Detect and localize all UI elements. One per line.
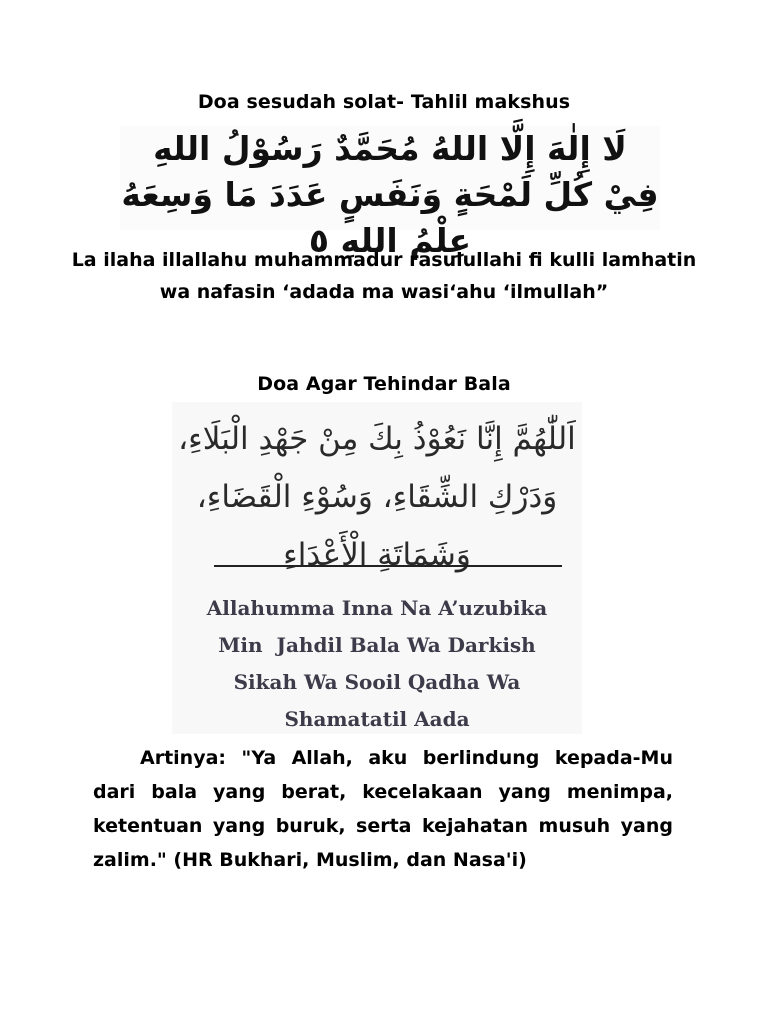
arabic-line: وَشَمَاتَةِ الْأَعْدَاءِ	[283, 537, 471, 573]
latin-line: Allahumma Inna Na A’uzubika	[206, 596, 548, 620]
arabic-line: فِيْ كُلِّ لَمْحَةٍ وَنَفَسٍ عَدَدَ مَا وَسِعَهُ عِلْمُ اللهِ ٥	[121, 175, 659, 260]
doa-bala-image	[172, 402, 582, 734]
transliteration-tahlil: La ilaha illallahu muhammadur rasulullahi fi kulli lamhatin wa nafasin ‘adada ma wasi‘ahu ‘ilmullah”	[71, 249, 697, 303]
latin-doa-bala	[172, 590, 582, 738]
arabic-line: وَدَرْكِ الشِّقَاءِ، وَسُوْءِ الْقَضَاءِ،	[196, 479, 558, 515]
latin-line: Shamatatil Aada	[284, 707, 470, 731]
arabic-line: لَا إِلٰهَ إِلَّا اللهُ مُحَمَّدٌ رَسُوْلُ اللهِ	[153, 129, 627, 168]
section-title-doa-tehindar-bala: Doa Agar Tehindar Bala	[257, 373, 511, 395]
translation-artinya: Artinya: "Ya Allah, aku berlindung kepada-Mu dari bala yang berat, kecelakaan yang menimpa, ketentuan yang buruk, serta kejahatan musuh yang zalim." (HR Bukhari, Muslim, dan Nasa'i)	[93, 747, 673, 871]
arabic-calligraphy-tahlil	[120, 126, 660, 260]
arabic-doa-bala	[172, 410, 582, 584]
section-title-doa-sesudah-solat: Doa sesudah solat- Tahlil makshus	[197, 91, 571, 113]
latin-line: Sikah Wa Sooil Qadha Wa	[233, 670, 521, 694]
latin-line: Min Jahdil Bala Wa Darkish	[218, 633, 536, 657]
arabic-line: اَللّٰهُمَّ إِنَّا نَعُوْذُ بِكَ مِنْ جَهْدِ الْبَلَاءِ،	[178, 421, 576, 457]
divider-line	[214, 565, 562, 567]
